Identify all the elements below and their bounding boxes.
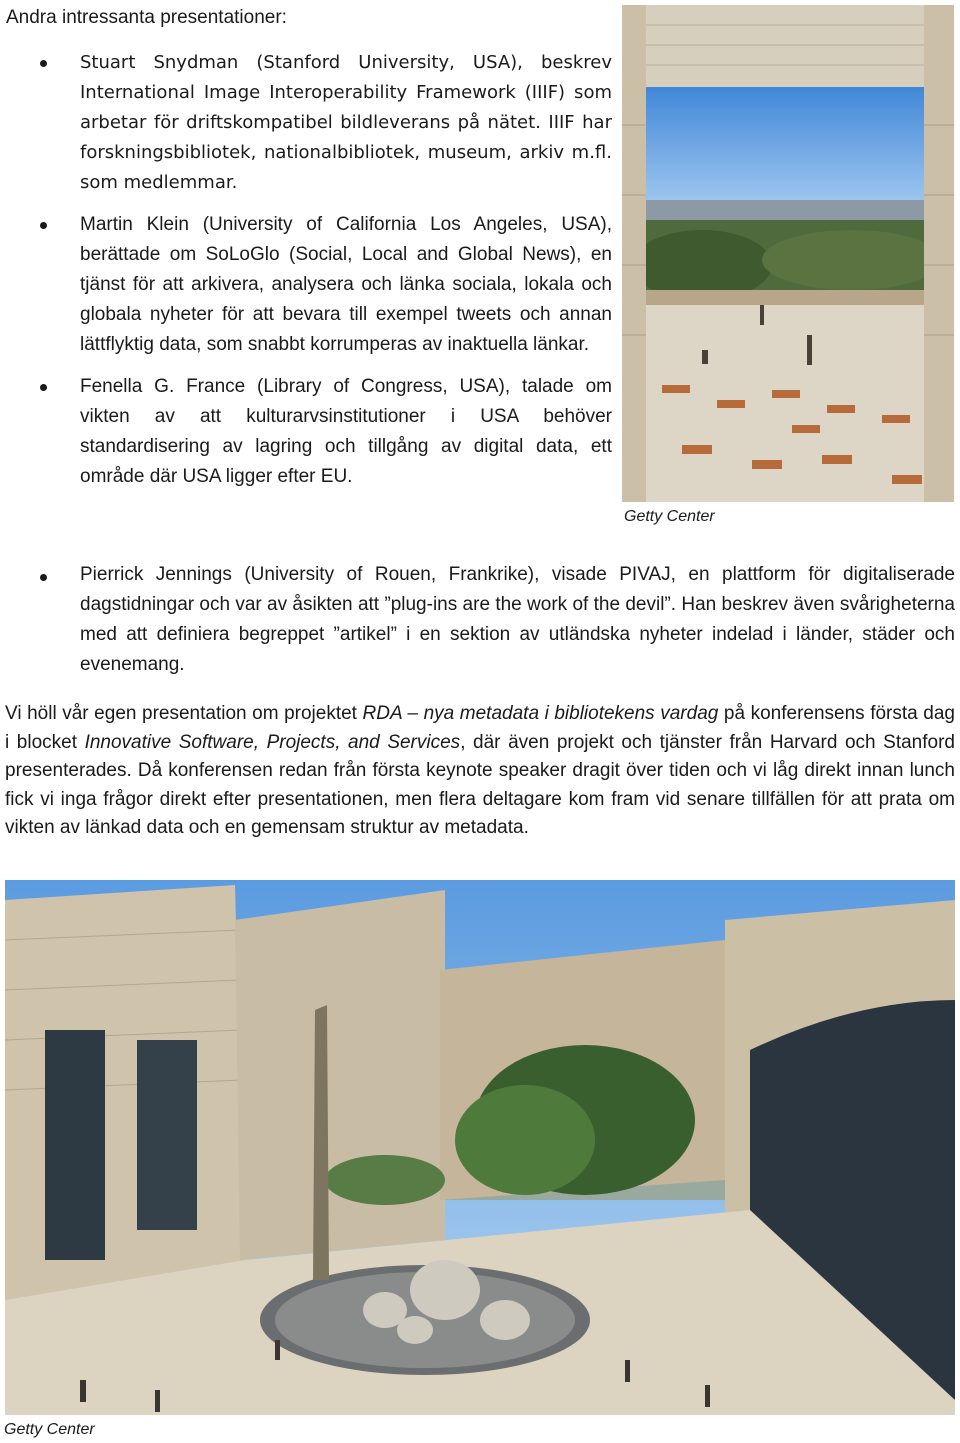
paragraph-text: Vi höll vår egen presentation om projektet [5, 703, 363, 724]
presentations-list [0, 48, 612, 504]
list-item-text: Stuart Snydman (Stanford University, USA), beskrev International Image Interoperability Framework (IIIF) som arbetar för driftskompatibel bildleverans på nätet. IIIF har forskningsbibliotek, nationalbibliotek, museum, arkiv m.fl. som medlemmar. [80, 52, 612, 193]
list-item-text: Martin Klein (University of California Los Angeles, USA), berättade om SoLoGlo (Social, Local and Global News), en tjänst för att arkivera, analysera och länka sociala, lokala och globala nyheter för att bevara till exempel tweets och annan lättflyktig data, som snabbt korrumperas av inaktuella länkar. [80, 214, 612, 355]
bullet-icon [40, 574, 47, 581]
session-title: Innovative Software, Projects, and Services [84, 731, 461, 753]
list-item-text: Fenella G. France (Library of Congress, USA), talade om vikten av att kulturarvsinstitutioner i USA behöver standardisering av lagring och tillgång av digital data, ett område där USA ligger efter EU. [80, 376, 612, 487]
photo-caption: Getty Center [4, 1421, 95, 1438]
body-paragraph [5, 700, 955, 843]
getty-center-courtyard-photo [5, 880, 955, 1415]
paragraph-text: på konferensens första dag i blocket [5, 703, 955, 753]
list-item [0, 48, 612, 198]
photo-caption: Getty Center [624, 508, 715, 525]
list-item [0, 210, 612, 360]
bullet-icon [40, 60, 47, 67]
page-heading: Andra intressanta presentationer: [6, 7, 287, 28]
project-title: RDA – nya metadata i bibliotekens vardag [362, 703, 719, 724]
list-item [0, 372, 612, 492]
getty-center-terrace-photo [622, 5, 954, 502]
bullet-icon [40, 384, 47, 391]
bullet-icon [40, 222, 47, 229]
paragraph-text: , där även projekt och tjänster från Harvard och Stanford presenterades. Då konferensen redan från första keynote speaker dragit över tiden och vi låg direkt innan lunch fick vi inga frågor direkt efter presentationen, men flera deltagare kom fram vid senare tillfällen för att prata om vikten av länkad data och en gemensam struktur av metadata. [5, 731, 955, 838]
list-item-text: Pierrick Jennings (University of Rouen, Frankrike), visade PIVAJ, en plattform för digitaliserade dagstidningar och var av åsikten att ”plug-ins are the work of the devil”. Han beskrev även svårigheterna med att definiera begreppet ”artikel” i en sektion av utländska nyheter indelad i länder, städer och evenemang. [80, 564, 955, 675]
list-item [0, 560, 955, 680]
